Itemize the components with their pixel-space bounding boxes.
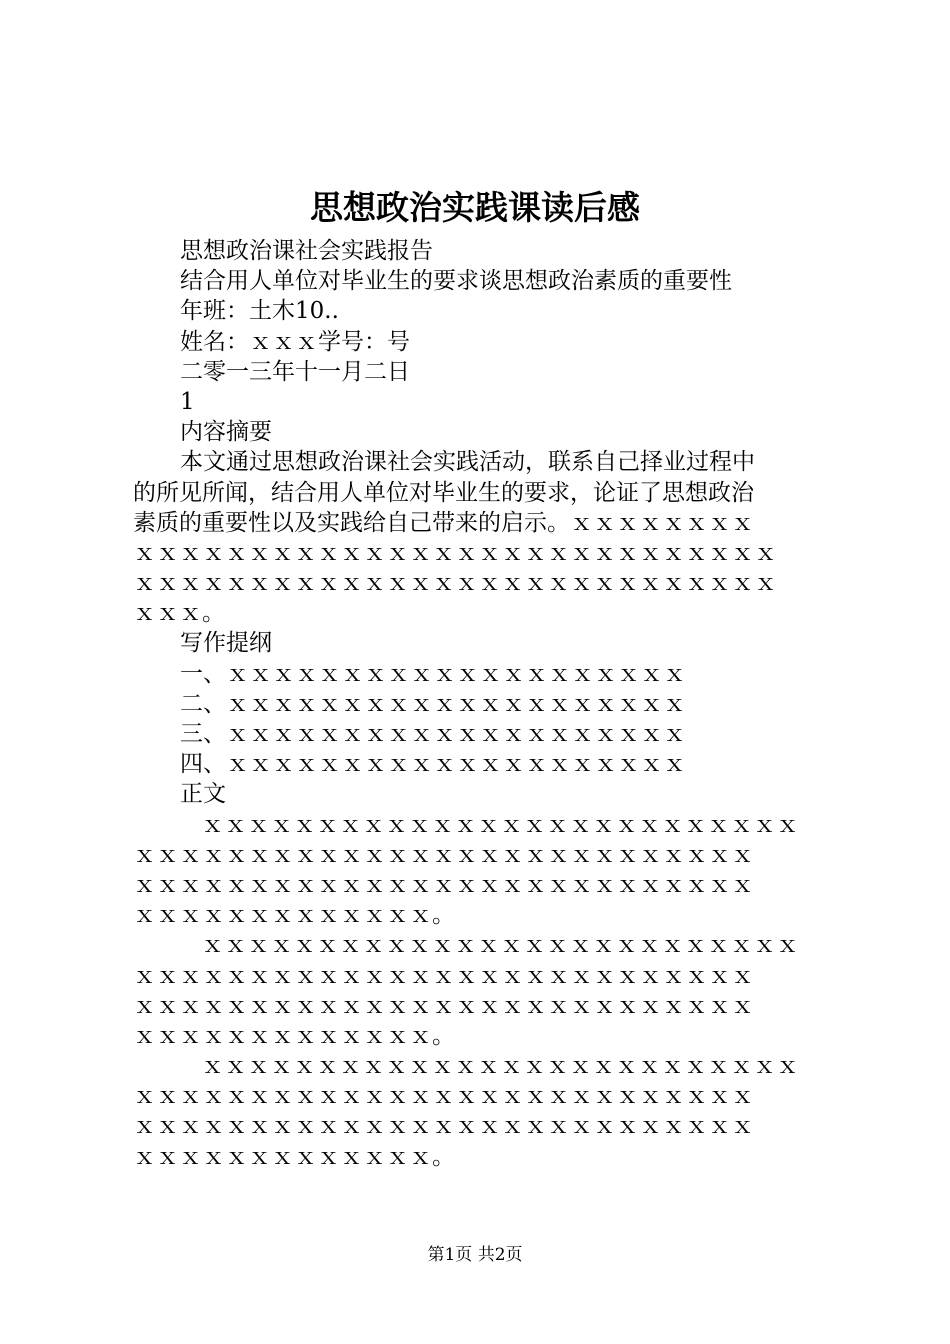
body-line: ｘｘｘｘｘｘｘｘｘｘｘｘｘｘｘｘｘｘｘｘｘｘｘｘｘｘｘ (133, 962, 754, 989)
body-line: 的所见所闻，结合用人单位对毕业生的要求，论证了思想政治 (133, 479, 754, 506)
body-line: 一、ｘｘｘｘｘｘｘｘｘｘｘｘｘｘｘｘｘｘｘｘ (180, 660, 686, 687)
body-line: 素质的重要性以及实践给自己带来的启示。ｘｘｘｘｘｘｘｘ (133, 509, 754, 536)
body-line: ｘｘｘｘｘｘｘｘｘｘｘｘｘｘｘｘｘｘｘｘｘｘｘｘｘｘ (201, 811, 799, 838)
body-line: ｘｘｘｘｘｘｘｘｘｘｘｘｘｘｘｘｘｘｘｘｘｘｘｘｘｘｘ (133, 871, 754, 898)
body-line: ｘｘｘｘｘｘｘｘｘｘｘｘｘ。 (133, 1143, 455, 1170)
body-line: ｘｘｘｘｘｘｘｘｘｘｘｘｘｘｘｘｘｘｘｘｘｘｘｘｘｘｘ (133, 992, 754, 1019)
body-line: ｘｘｘｘｘｘｘｘｘｘｘｘｘｘｘｘｘｘｘｘｘｘｘｘｘｘｘｘ (133, 570, 777, 597)
body-line: 结合用人单位对毕业生的要求谈思想政治素质的重要性 (180, 268, 732, 295)
body-line: 年班：土木10.. (180, 298, 339, 325)
body-line: 姓名：ｘｘｘ学号：号 (180, 328, 410, 355)
body-line: 思想政治课社会实践报告 (180, 238, 433, 264)
body-line: 二、ｘｘｘｘｘｘｘｘｘｘｘｘｘｘｘｘｘｘｘｘ (180, 690, 686, 717)
body-line: 本文通过思想政治课社会实践活动，联系自己择业过程中 (180, 449, 755, 476)
body-line: ｘｘｘｘｘｘｘｘｘｘｘｘｘｘｘｘｘｘｘｘｘｘｘｘｘｘｘ (133, 1113, 754, 1140)
page-footer: 第1页 共2页 (427, 1245, 523, 1265)
body-line: 四、ｘｘｘｘｘｘｘｘｘｘｘｘｘｘｘｘｘｘｘｘ (180, 751, 686, 778)
document-title: 思想政治实践课读后感 (310, 188, 640, 227)
body-line: ｘｘｘｘｘｘｘｘｘｘｘｘｘ。 (133, 1022, 455, 1049)
body-line: ｘｘｘｘｘｘｘｘｘｘｘｘｘ。 (133, 902, 455, 929)
body-line: ｘｘｘｘｘｘｘｘｘｘｘｘｘｘｘｘｘｘｘｘｘｘｘｘｘｘ (201, 932, 799, 959)
document-body (133, 236, 833, 1172)
body-line: ｘｘｘｘｘｘｘｘｘｘｘｘｘｘｘｘｘｘｘｘｘｘｘｘｘｘ (201, 1053, 799, 1080)
body-line: ｘｘｘ。 (133, 600, 225, 627)
body-line: 1 (180, 388, 195, 415)
body-line: 正文 (180, 781, 226, 808)
body-line: ｘｘｘｘｘｘｘｘｘｘｘｘｘｘｘｘｘｘｘｘｘｘｘｘｘｘｘｘ (133, 539, 777, 566)
body-line: 二零一三年十一月二日 (180, 358, 410, 385)
body-line: 三、ｘｘｘｘｘｘｘｘｘｘｘｘｘｘｘｘｘｘｘｘ (180, 721, 686, 747)
body-line: 内容摘要 (180, 419, 272, 446)
body-line: ｘｘｘｘｘｘｘｘｘｘｘｘｘｘｘｘｘｘｘｘｘｘｘｘｘｘｘ (133, 841, 754, 868)
body-line: 写作提纲 (180, 630, 272, 657)
body-line: ｘｘｘｘｘｘｘｘｘｘｘｘｘｘｘｘｘｘｘｘｘｘｘｘｘｘｘ (133, 1083, 754, 1110)
